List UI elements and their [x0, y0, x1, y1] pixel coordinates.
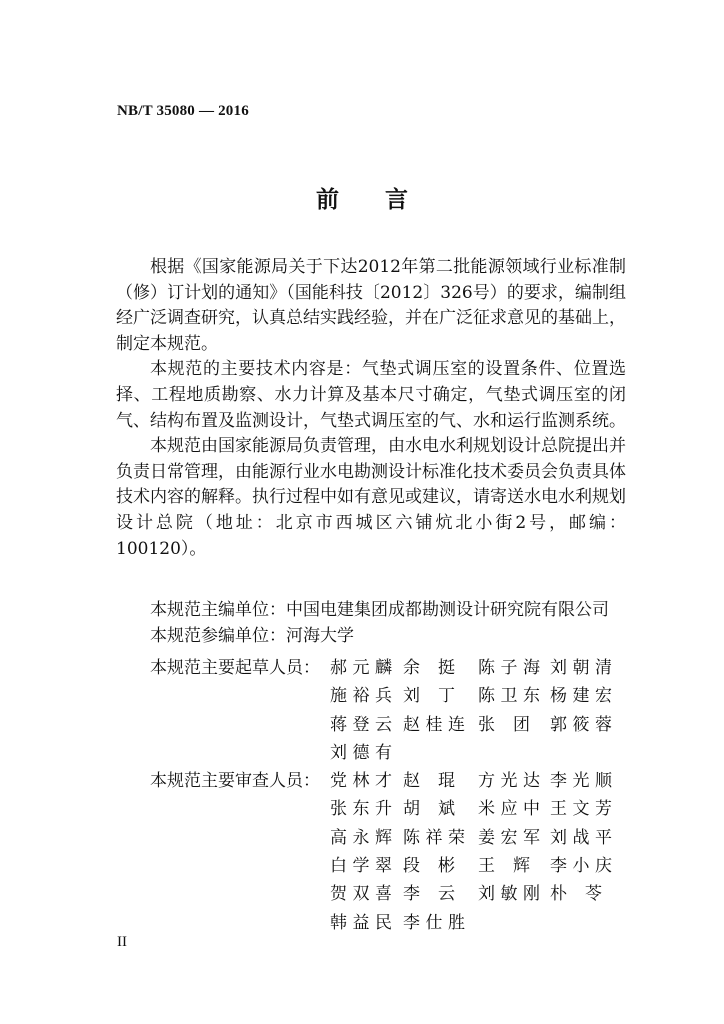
- person-name: 郭筱蓉: [550, 714, 612, 735]
- person-name: 白学翠: [330, 855, 392, 876]
- person-name: 施裕兵: [330, 686, 392, 707]
- person-name: 李小庆: [550, 855, 612, 876]
- person-name: 陈祥荣: [403, 827, 465, 848]
- paragraph-management: 本规范由国家能源局负责管理，由水电水利规划设计总院提出并负责日常管理，由能源行业水电勘测设计标准化技术委员会负责具体技术内容的解释。执行过程中如有意见或建议，请寄送水电水利规划设计总院（地址：北京市西城区六铺炕北小街2号，邮编：100120）。: [116, 436, 626, 559]
- preface-body: [116, 255, 626, 562]
- person-name: 刘战平: [550, 827, 612, 848]
- person-name: 张团: [478, 714, 530, 735]
- person-name: 段彬: [403, 855, 455, 876]
- person-name: 刘德有: [330, 742, 392, 763]
- page-number: II: [117, 934, 127, 950]
- person-name: 李仕胜: [403, 912, 465, 933]
- person-name: 王文芳: [550, 799, 612, 820]
- person-name: 贺双喜: [330, 884, 392, 905]
- person-name: 蒋登云: [330, 714, 392, 735]
- person-name: 张东升: [330, 799, 392, 820]
- person-name: 陈卫东: [478, 686, 540, 707]
- person-name: 胡斌: [403, 799, 455, 820]
- person-name: 方光达: [478, 771, 540, 791]
- chief-editor-unit: 本规范主编单位：中国电建集团成都勘测设计研究院有限公司: [150, 600, 609, 620]
- person-name: 高永辉: [330, 827, 392, 848]
- person-name: 刘丁: [403, 686, 455, 707]
- person-name: 韩益民: [330, 912, 392, 933]
- person-name: 陈子海: [478, 658, 540, 678]
- page-title: 前言: [316, 186, 454, 213]
- person-name: 王辉: [478, 855, 530, 876]
- person-name: 李光顺: [550, 771, 612, 791]
- person-name: 米应中: [478, 799, 540, 820]
- reviewers-label: 本规范主要审查人员：: [150, 771, 320, 791]
- person-name: 郝元麟: [330, 658, 392, 678]
- person-name: 姜宏军: [478, 827, 540, 848]
- paragraph-basis: 根据《国家能源局关于下达2012年第二批能源领域行业标准制（修）订计划的通知》（国能科技〔2012〕326号）的要求，编制组经广泛调查研究，认真总结实践经验，并在广泛征求意见的基础上，制定本规范。: [116, 257, 626, 354]
- person-name: 赵琨: [403, 771, 455, 791]
- person-name: 杨建宏: [550, 686, 612, 707]
- person-name: 党林才: [330, 771, 392, 791]
- standard-code: NB/T 35080 — 2016: [117, 103, 249, 119]
- person-name: 余挺: [403, 658, 455, 678]
- drafters-label: 本规范主要起草人员：: [150, 658, 320, 678]
- person-name: 赵桂连: [403, 714, 465, 735]
- person-name: 朴苓: [550, 884, 602, 905]
- person-name: 李云: [403, 884, 455, 905]
- person-name: 刘敏刚: [478, 884, 540, 905]
- person-name: 刘朝清: [550, 658, 612, 678]
- participating-unit: 本规范参编单位：河海大学: [150, 626, 354, 646]
- paragraph-content: 本规范的主要技术内容是：气垫式调压室的设置条件、位置选择、工程地质勘察、水力计算及基本尺寸确定，气垫式调压室的闭气、结构布置及监测设计，气垫式调压室的气、水和运行监测系统。: [116, 359, 626, 431]
